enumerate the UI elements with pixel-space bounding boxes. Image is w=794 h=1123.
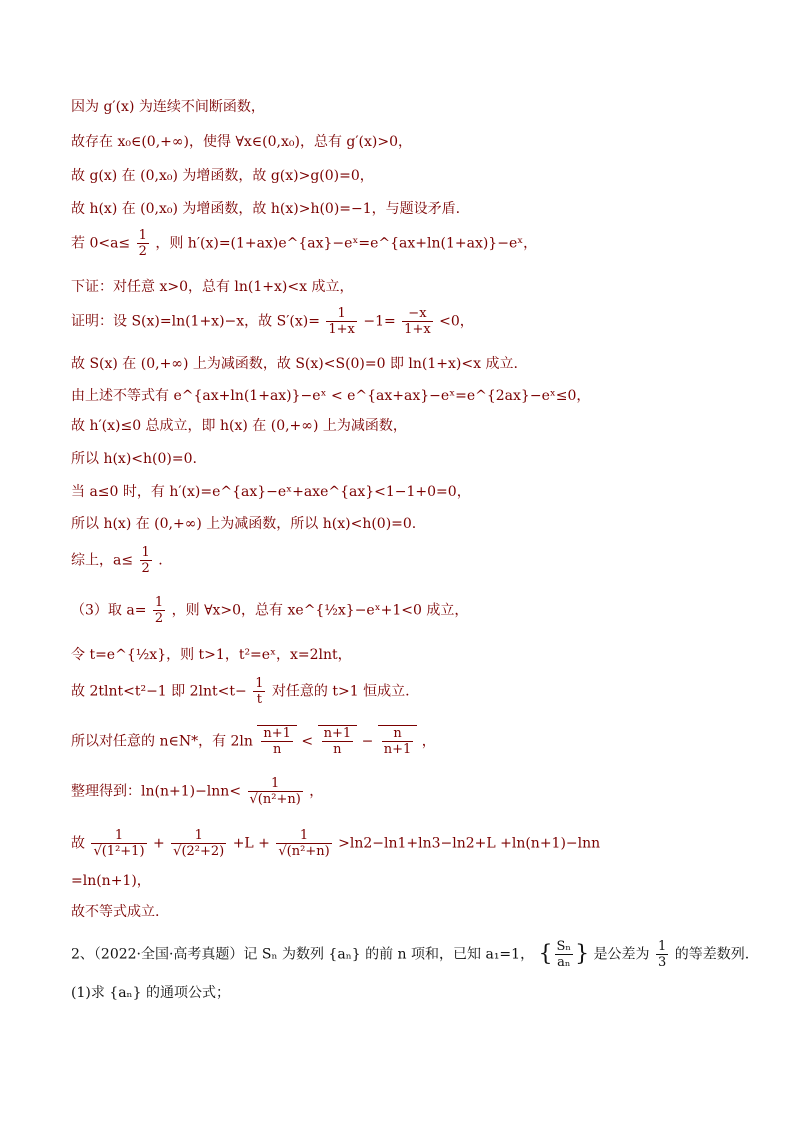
fraction-numerator: 1 xyxy=(154,595,164,610)
line14-text-b: . xyxy=(158,552,163,569)
fraction-denominator: 2 xyxy=(141,561,150,576)
proof-line-16: 令 t=e^{½x}，则 t>1，t²=eˣ，x=2lnt， xyxy=(71,647,352,663)
proof-line-22: 故不等式成立. xyxy=(71,904,160,920)
proof-line-2: 故存在 x₀∈(0,+∞)，使得 ∀x∈(0,x₀)，总有 g′(x)>0， xyxy=(71,134,412,150)
sqrt-expression xyxy=(378,725,418,757)
line5-text-b: ，则 h′(x)=(1+ax)e^{ax}−eˣ=e^{ax+ln(1+ax)}−eˣ， xyxy=(155,235,538,252)
proof-line-13: 所以 h(x) 在 (0,+∞) 上为减函数，所以 h(x)<h(0)=0. xyxy=(71,516,417,532)
proof-line-21: =ln(n+1)， xyxy=(71,873,151,889)
proof-line-14 xyxy=(71,545,163,576)
fraction-denominator: n xyxy=(333,742,342,757)
line18-text-d: ， xyxy=(421,733,436,750)
fraction-numerator: 1 xyxy=(91,828,146,844)
proof-line-11: 所以 h(x)<h(0)=0. xyxy=(71,451,197,467)
fraction-denominator: aₙ xyxy=(557,955,571,970)
half-fraction xyxy=(153,595,165,626)
rhs-fraction xyxy=(248,776,303,807)
term-n-fraction xyxy=(276,828,331,859)
one-over-t-fraction xyxy=(253,676,265,707)
fraction-numerator: 1 xyxy=(141,545,150,560)
proof-line-18 xyxy=(71,725,436,757)
fraction-numerator: n+1 xyxy=(263,726,291,741)
proof-line-19 xyxy=(71,776,323,807)
fraction-numerator: n+1 xyxy=(323,726,352,741)
term-2-fraction xyxy=(171,828,226,859)
proof-line-6: 下证：对任意 x>0，总有 ln(1+x)<x 成立， xyxy=(71,279,354,295)
fraction-numerator: 1 xyxy=(138,228,147,243)
proof-line-10: 故 h′(x)≤0 总成立，即 h(x) 在 (0,+∞) 上为减函数， xyxy=(71,418,407,434)
line20-text-a: 故 xyxy=(71,835,85,852)
line23-text-c: 的等差数列. xyxy=(674,946,750,963)
fraction-numerator: 1 xyxy=(248,776,303,792)
fraction-denominator: √(1²+1) xyxy=(93,844,145,859)
fraction-numerator: 1 xyxy=(326,306,357,322)
line18-text-a: 所以对任意的 n∈N*，有 2ln xyxy=(71,733,253,750)
proof-line-17 xyxy=(71,676,410,707)
line19-text-a: 整理得到：ln(n+1)−lnn< xyxy=(71,783,242,800)
line7-text-c: <0， xyxy=(439,313,474,330)
line7-text-b: −1= xyxy=(363,313,396,330)
fraction-denominator: 2 xyxy=(154,611,164,626)
fraction-denominator: √(2²+2) xyxy=(173,844,225,859)
proof-line-5 xyxy=(71,228,537,259)
fraction-denominator: n+1 xyxy=(383,742,412,757)
proof-line-3: 故 g(x) 在 (0,x₀) 为增函数，故 g(x)>g(0)=0， xyxy=(71,168,374,184)
fraction-numerator: 1 xyxy=(276,828,331,844)
line20-text-c: +L + xyxy=(232,835,270,852)
fraction-denominator: 2 xyxy=(138,244,147,259)
proof-line-8: 故 S(x) 在 (0,+∞) 上为减函数，故 S(x)<S(0)=0 即 ln(1+x)<x 成立. xyxy=(71,356,518,372)
right-brace-glyph: } xyxy=(575,941,590,967)
third-fraction xyxy=(656,939,668,970)
half-fraction xyxy=(140,545,152,576)
proof-line-12: 当 a≤0 时，有 h′(x)=e^{ax}−eˣ+axe^{ax}<1−1+0=0， xyxy=(71,484,471,500)
line5-text-a: 若 0<a≤ xyxy=(71,235,131,252)
fraction-denominator: √(n²+n) xyxy=(249,792,301,807)
sqrt-expression xyxy=(318,725,358,757)
fraction-denominator: n xyxy=(272,742,282,757)
line7-text-a: 证明：设 S(x)=ln(1+x)−x，故 S′(x)= xyxy=(71,313,320,330)
proof-line-4: 故 h(x) 在 (0,x₀) 为增函数，故 h(x)>h(0)=−1，与题设矛盾. xyxy=(71,201,461,217)
proof-line-15 xyxy=(71,595,468,626)
fraction-numerator: Sₙ xyxy=(556,939,572,954)
line19-text-b: ， xyxy=(309,783,324,800)
line14-text-a: 综上，a≤ xyxy=(71,552,134,569)
fraction-numerator: n xyxy=(382,726,414,742)
half-fraction xyxy=(137,228,149,259)
line20-text-b: + xyxy=(152,835,165,852)
problem-2-part-1: (1)求 {aₙ} 的通项公式； xyxy=(71,985,230,1001)
fraction-numerator: 1 xyxy=(657,939,667,954)
s-prime-fraction-1 xyxy=(326,306,357,337)
fraction-denominator: 1+x xyxy=(328,322,355,337)
line15-text-b: ，则 ∀x>0，总有 xe^{½x}−eˣ+1<0 成立， xyxy=(171,602,469,619)
line23-text-b: 是公差为 xyxy=(593,946,650,963)
problem-2-statement xyxy=(71,939,749,970)
np1-over-n-fraction xyxy=(322,726,354,757)
proof-line-1: 因为 g′(x) 为连续不间断函数， xyxy=(71,99,265,115)
fraction-denominator: √(n²+n) xyxy=(278,844,330,859)
fraction-numerator: 1 xyxy=(171,828,226,844)
line23-text-a: 2、（2022·全国·高考真题）记 Sₙ 为数列 {aₙ} 的前 n 项和，已知 a₁=1， xyxy=(71,946,535,963)
fraction-denominator: 3 xyxy=(657,955,667,970)
np1-over-n-fraction xyxy=(261,726,293,757)
line18-text-c: − xyxy=(361,733,374,750)
left-brace-glyph: { xyxy=(538,941,553,967)
term-1-fraction xyxy=(91,828,146,859)
proof-line-7 xyxy=(71,306,474,337)
fraction-numerator: 1 xyxy=(255,676,264,691)
line20-text-d: >ln2−ln1+ln3−ln2+L +ln(n+1)−lnn xyxy=(338,835,601,852)
n-over-np1-fraction xyxy=(382,726,414,757)
s-prime-fraction-2 xyxy=(402,306,433,337)
sqrt-expression xyxy=(257,725,297,757)
sn-over-an-fraction xyxy=(555,939,574,970)
line18-text-b: < xyxy=(301,733,314,750)
proof-line-20 xyxy=(71,828,600,859)
line17-text-a: 故 2tlnt<t²−1 即 2lnt<t− xyxy=(71,683,247,700)
line15-text-a: （3）取 a= xyxy=(71,602,147,619)
line17-text-b: 对任意的 t>1 恒成立. xyxy=(271,683,410,700)
fraction-denominator: t xyxy=(256,692,262,707)
proof-line-9: 由上述不等式有 e^{ax+ln(1+ax)}−eˣ < e^{ax+ax}−eˣ=e^{2ax}−eˣ≤0， xyxy=(71,388,591,404)
fraction-denominator: 1+x xyxy=(404,322,431,337)
fraction-numerator: −x xyxy=(402,306,433,322)
